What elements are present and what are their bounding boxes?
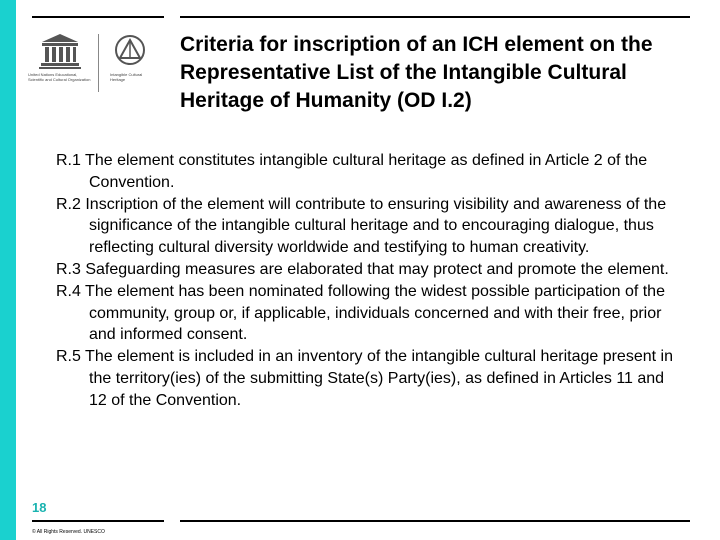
top-rule-left [32,16,164,18]
accent-sidebar [0,0,16,540]
ich-emblem-icon [110,32,150,72]
logo-divider [98,34,99,92]
copyright-notice: © All Rights Reserved. UNESCO [32,529,105,535]
criterion-r5: R.5 The element is included in an inventory of the intangible cultural heritage present in the territory(ies) of the submitting State(s) Party(ies), as defined in Articles 11 and 12 of the Convention. [56,348,673,409]
page-number: 18 [32,500,47,515]
criterion-r4: R.4 The element has been nominated following the widest possible participation of the community, group or, if applicable, individuals concerned and with their free, prior and informed consent. [56,282,665,344]
bottom-rule-left [32,520,164,522]
criterion-r3: R.3 Safeguarding measures are elaborated that may protect and promote the element. [56,260,669,278]
criterion-r1: R.1 The element constitutes intangible cultural heritage as defined in Article 2 of the Convention. [56,152,648,191]
logo-area [28,32,178,94]
bottom-rule-right [180,520,690,522]
top-rule-right [180,16,690,18]
criterion-r2: R.2 Inscription of the element will contribute to ensuring visibility and awareness of the significance of the intangible cultural heritage and to encouraging dialogue, thus reflecting cultural diversity worldwide and testifying to human creativity. [56,195,667,257]
unesco-caption: United Nations Educational, Scientific and Cultural Organization [28,72,91,82]
ich-caption: Intangible Cultural Heritage [110,72,143,82]
criteria-list [56,150,686,412]
slide-title: Criteria for inscription of an ICH element on the Representative List of the Intangible Cultural Heritage of Humanity (OD I.2) [180,33,653,112]
unesco-temple-logo [28,32,92,72]
